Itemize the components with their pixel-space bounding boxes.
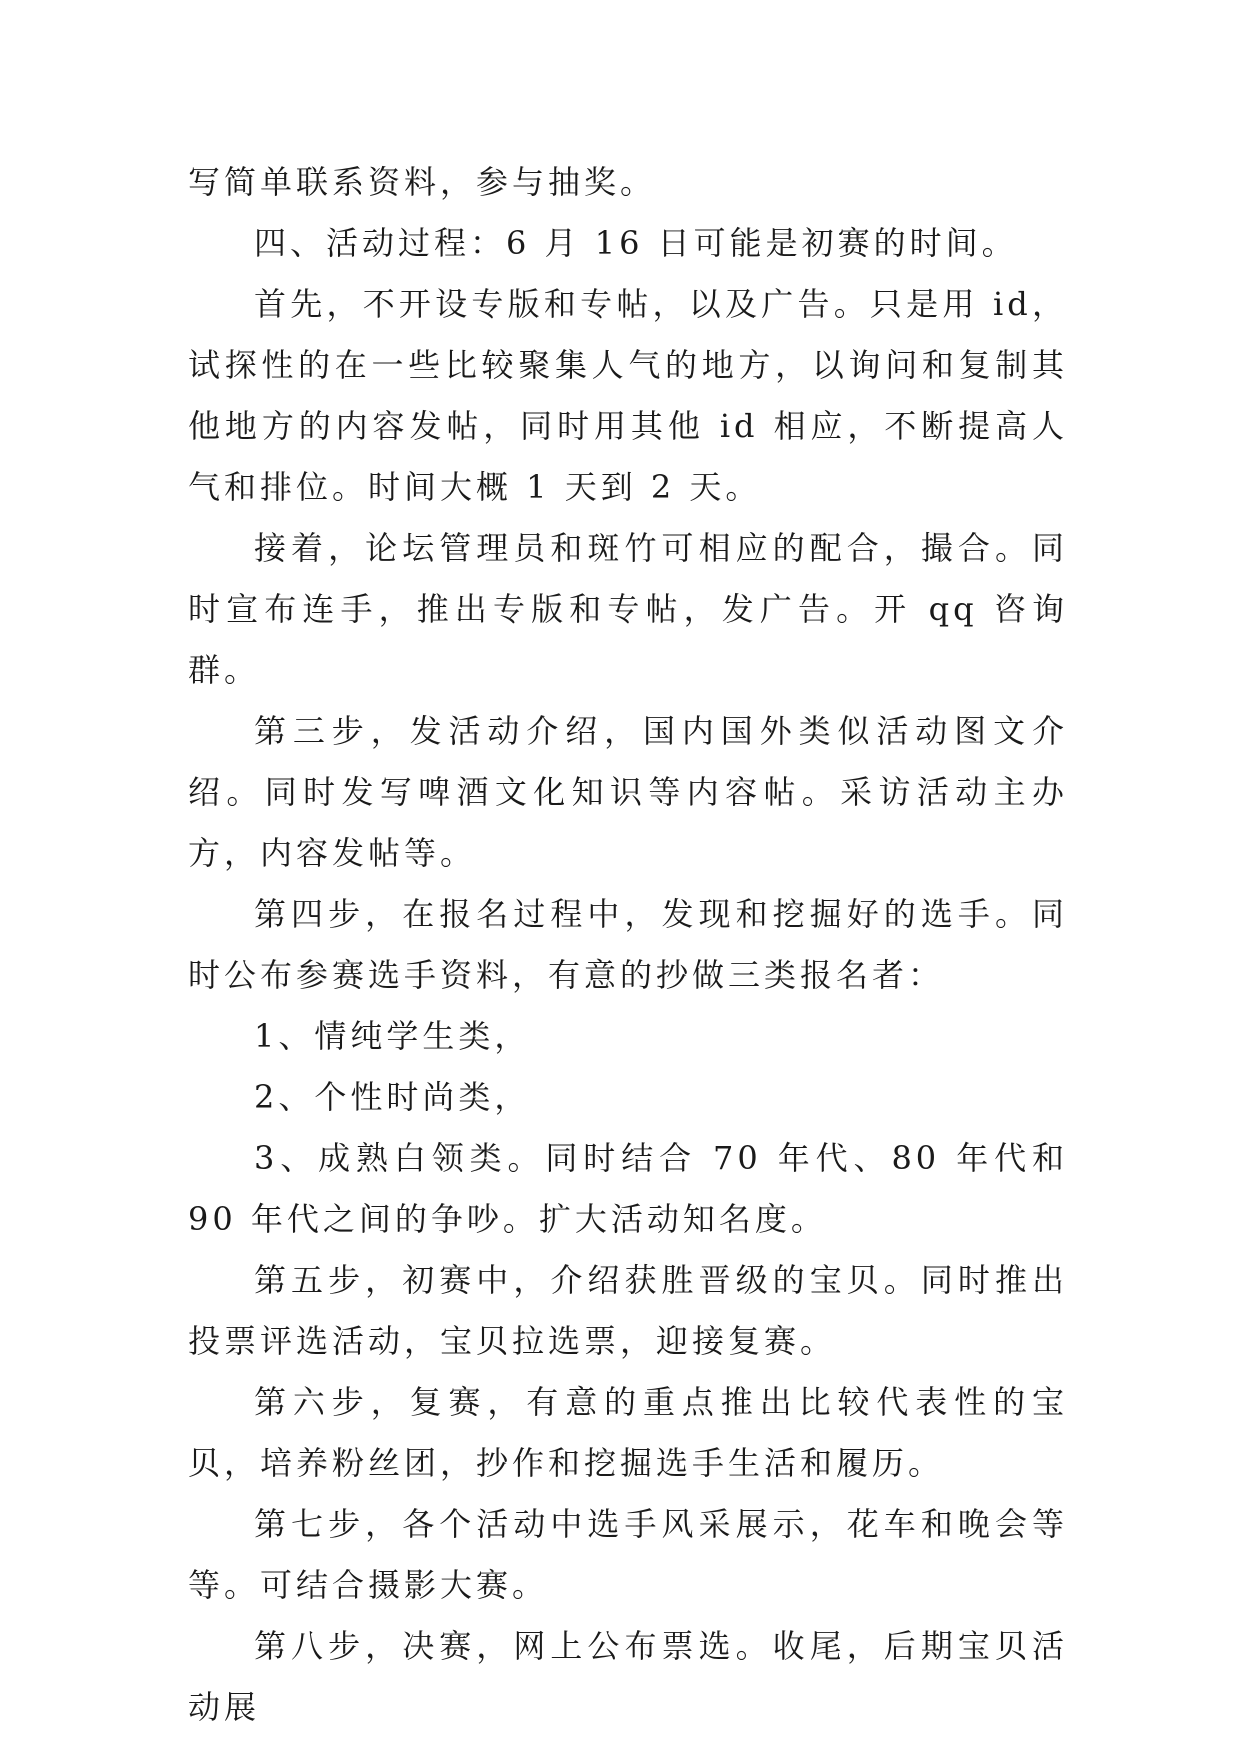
paragraph: 第八步，决赛，网上公布票选。收尾，后期宝贝活动展 [188,1627,1068,1726]
paragraph: 第七步，各个活动中选手风采展示，花车和晚会等等。可结合摄影大赛。 [188,1505,1068,1604]
list-item: 3、成熟白领类。同时结合 70 年代、80 年代和 90 年代之间的争吵。扩大活动知名度。 [188,1139,1068,1238]
paragraph: 第三步，发活动介绍，国内国外类似活动图文介绍。同时发写啤酒文化知识等内容帖。采访活动主办方，内容发帖等。 [188,712,1068,872]
list-item: 2、个性时尚类， [254,1078,531,1116]
paragraph: 写简单联系资料，参与抽奖。 [188,163,657,201]
paragraph: 第五步，初赛中，介绍获胜晋级的宝贝。同时推出投票评选活动，宝贝拉选票，迎接复赛。 [188,1261,1068,1360]
document-body [188,152,1068,1738]
paragraph: 第四步，在报名过程中，发现和挖掘好的选手。同时公布参赛选手资料，有意的抄做三类报名者： [188,895,1068,994]
paragraph: 首先，不开设专版和专帖，以及广告。只是用 id，试探性的在一些比较聚集人气的地方，以询问和复制其他地方的内容发帖，同时用其他 id 相应，不断提高人气和排位。时间大概 1 天到 2 天。 [188,285,1068,506]
paragraph: 四、活动过程：6 月 16 日可能是初赛的时间。 [254,224,1018,262]
paragraph: 接着，论坛管理员和斑竹可相应的配合，撮合。同时宣布连手，推出专版和专帖，发广告。开 qq 咨询群。 [188,529,1068,689]
paragraph: 第六步，复赛，有意的重点推出比较代表性的宝贝，培养粉丝团，抄作和挖掘选手生活和履历。 [188,1383,1068,1482]
list-item: 1、情纯学生类， [254,1017,531,1055]
